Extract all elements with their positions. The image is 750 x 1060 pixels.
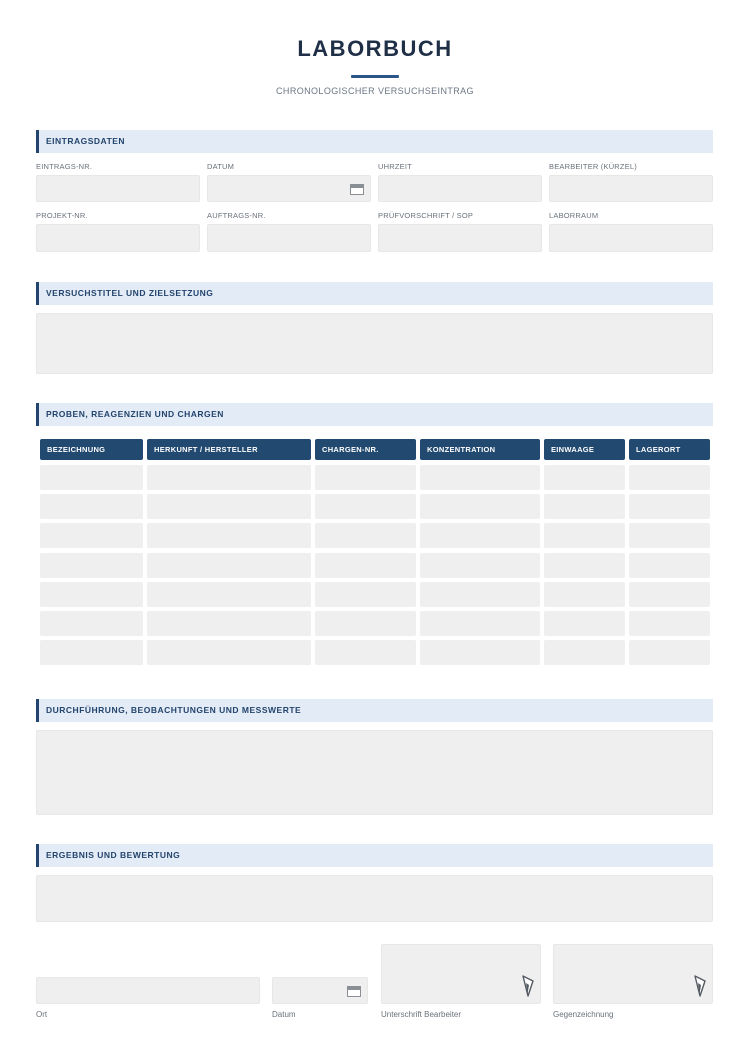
table-cell[interactable]	[315, 640, 416, 665]
table-cell[interactable]	[629, 611, 710, 636]
table-cell[interactable]	[315, 523, 416, 548]
pen-nib-icon	[694, 975, 706, 997]
label-sop: PRÜFVORSCHRIFT / SOP	[378, 211, 474, 220]
table-cell[interactable]	[629, 640, 710, 665]
time-field[interactable]	[378, 175, 542, 202]
table-cell[interactable]	[147, 582, 311, 607]
label-order-no: AUFTRAGS-NR.	[207, 211, 266, 220]
table-cell[interactable]	[420, 465, 540, 490]
section-header-entry	[36, 130, 713, 153]
table-cell[interactable]	[147, 553, 311, 578]
date-field[interactable]	[207, 175, 371, 202]
title-goal-textarea[interactable]	[36, 313, 713, 374]
section-title: PROBEN, REAGENZIEN UND CHARGEN	[46, 409, 224, 419]
signature-label: Unterschrift Bearbeiter	[381, 1010, 462, 1019]
calendar-icon[interactable]	[347, 986, 361, 997]
samples-table	[40, 439, 710, 667]
table-cell[interactable]	[544, 494, 625, 519]
label-project-no: PROJEKT-NR.	[36, 211, 88, 220]
table-cell[interactable]	[147, 494, 311, 519]
table-cell[interactable]	[40, 553, 143, 578]
pen-nib-icon	[522, 975, 534, 997]
countersign-label: Gegenzeichnung	[553, 1010, 614, 1019]
sop-field[interactable]	[378, 224, 542, 252]
project-no-field[interactable]	[36, 224, 200, 252]
table-cell[interactable]	[420, 523, 540, 548]
table-cell[interactable]	[315, 465, 416, 490]
table-cell[interactable]	[629, 494, 710, 519]
entry-no-field[interactable]	[36, 175, 200, 202]
table-cell[interactable]	[147, 523, 311, 548]
table-cell[interactable]	[544, 582, 625, 607]
signature-date-label: Datum	[272, 1010, 296, 1019]
signature-date-field[interactable]	[272, 977, 368, 1004]
table-header-cell: HERKUNFT / HERSTELLER	[147, 439, 311, 460]
table-cell[interactable]	[147, 611, 311, 636]
section-title: ERGEBNIS UND BEWERTUNG	[46, 850, 181, 860]
calendar-icon[interactable]	[350, 184, 364, 195]
table-cell[interactable]	[40, 523, 143, 548]
result-textarea[interactable]	[36, 875, 713, 922]
table-cell[interactable]	[420, 582, 540, 607]
table-cell[interactable]	[420, 553, 540, 578]
table-cell[interactable]	[420, 640, 540, 665]
order-no-field[interactable]	[207, 224, 371, 252]
table-cell[interactable]	[40, 494, 143, 519]
table-cell[interactable]	[40, 582, 143, 607]
table-cell[interactable]	[544, 611, 625, 636]
table-cell[interactable]	[315, 582, 416, 607]
table-header-cell: KONZENTRATION	[420, 439, 540, 460]
table-cell[interactable]	[147, 465, 311, 490]
table-cell[interactable]	[315, 553, 416, 578]
section-header-execution	[36, 699, 713, 722]
countersign-field[interactable]	[553, 944, 713, 1004]
label-entry-no: EINTRAGS-NR.	[36, 162, 93, 171]
place-label: Ort	[36, 1010, 48, 1019]
table-cell[interactable]	[40, 640, 143, 665]
section-header-title-goal	[36, 282, 713, 305]
table-header-cell: BEZEICHNUNG	[40, 439, 143, 460]
table-cell[interactable]	[629, 465, 710, 490]
table-cell[interactable]	[544, 465, 625, 490]
page-title: LABORBUCH	[297, 36, 453, 61]
section-header-result	[36, 844, 713, 867]
label-lab-room: LABORRAUM	[549, 211, 599, 220]
lab-room-field[interactable]	[549, 224, 713, 252]
table-cell[interactable]	[544, 523, 625, 548]
table-header-cell: CHARGEN-NR.	[315, 439, 416, 460]
table-cell[interactable]	[629, 582, 710, 607]
table-cell[interactable]	[544, 640, 625, 665]
editor-field[interactable]	[549, 175, 713, 202]
signature-field[interactable]	[381, 944, 541, 1004]
table-cell[interactable]	[629, 523, 710, 548]
table-header-cell: LAGERORT	[629, 439, 710, 460]
section-title: DURCHFÜHRUNG, BEOBACHTUNGEN UND MESSWERTE	[46, 705, 302, 715]
section-header-samples	[36, 403, 713, 426]
place-field[interactable]	[36, 977, 260, 1004]
table-cell[interactable]	[40, 465, 143, 490]
section-title: VERSUCHSTITEL UND ZIELSETZUNG	[46, 288, 214, 298]
table-cell[interactable]	[420, 494, 540, 519]
page-subtitle: CHRONOLOGISCHER VERSUCHSEINTRAG	[276, 86, 474, 96]
table-cell[interactable]	[147, 640, 311, 665]
section-title: EINTRAGSDATEN	[46, 136, 126, 146]
table-header-cell: EINWAAGE	[544, 439, 625, 460]
label-date: DATUM	[207, 162, 235, 171]
table-cell[interactable]	[315, 611, 416, 636]
table-cell[interactable]	[315, 494, 416, 519]
label-editor: BEARBEITER (KÜRZEL)	[549, 162, 637, 171]
execution-textarea[interactable]	[36, 730, 713, 815]
table-cell[interactable]	[40, 611, 143, 636]
table-cell[interactable]	[544, 553, 625, 578]
table-cell[interactable]	[420, 611, 540, 636]
title-underline	[351, 75, 399, 78]
table-cell[interactable]	[629, 553, 710, 578]
label-time: UHRZEIT	[378, 162, 412, 171]
